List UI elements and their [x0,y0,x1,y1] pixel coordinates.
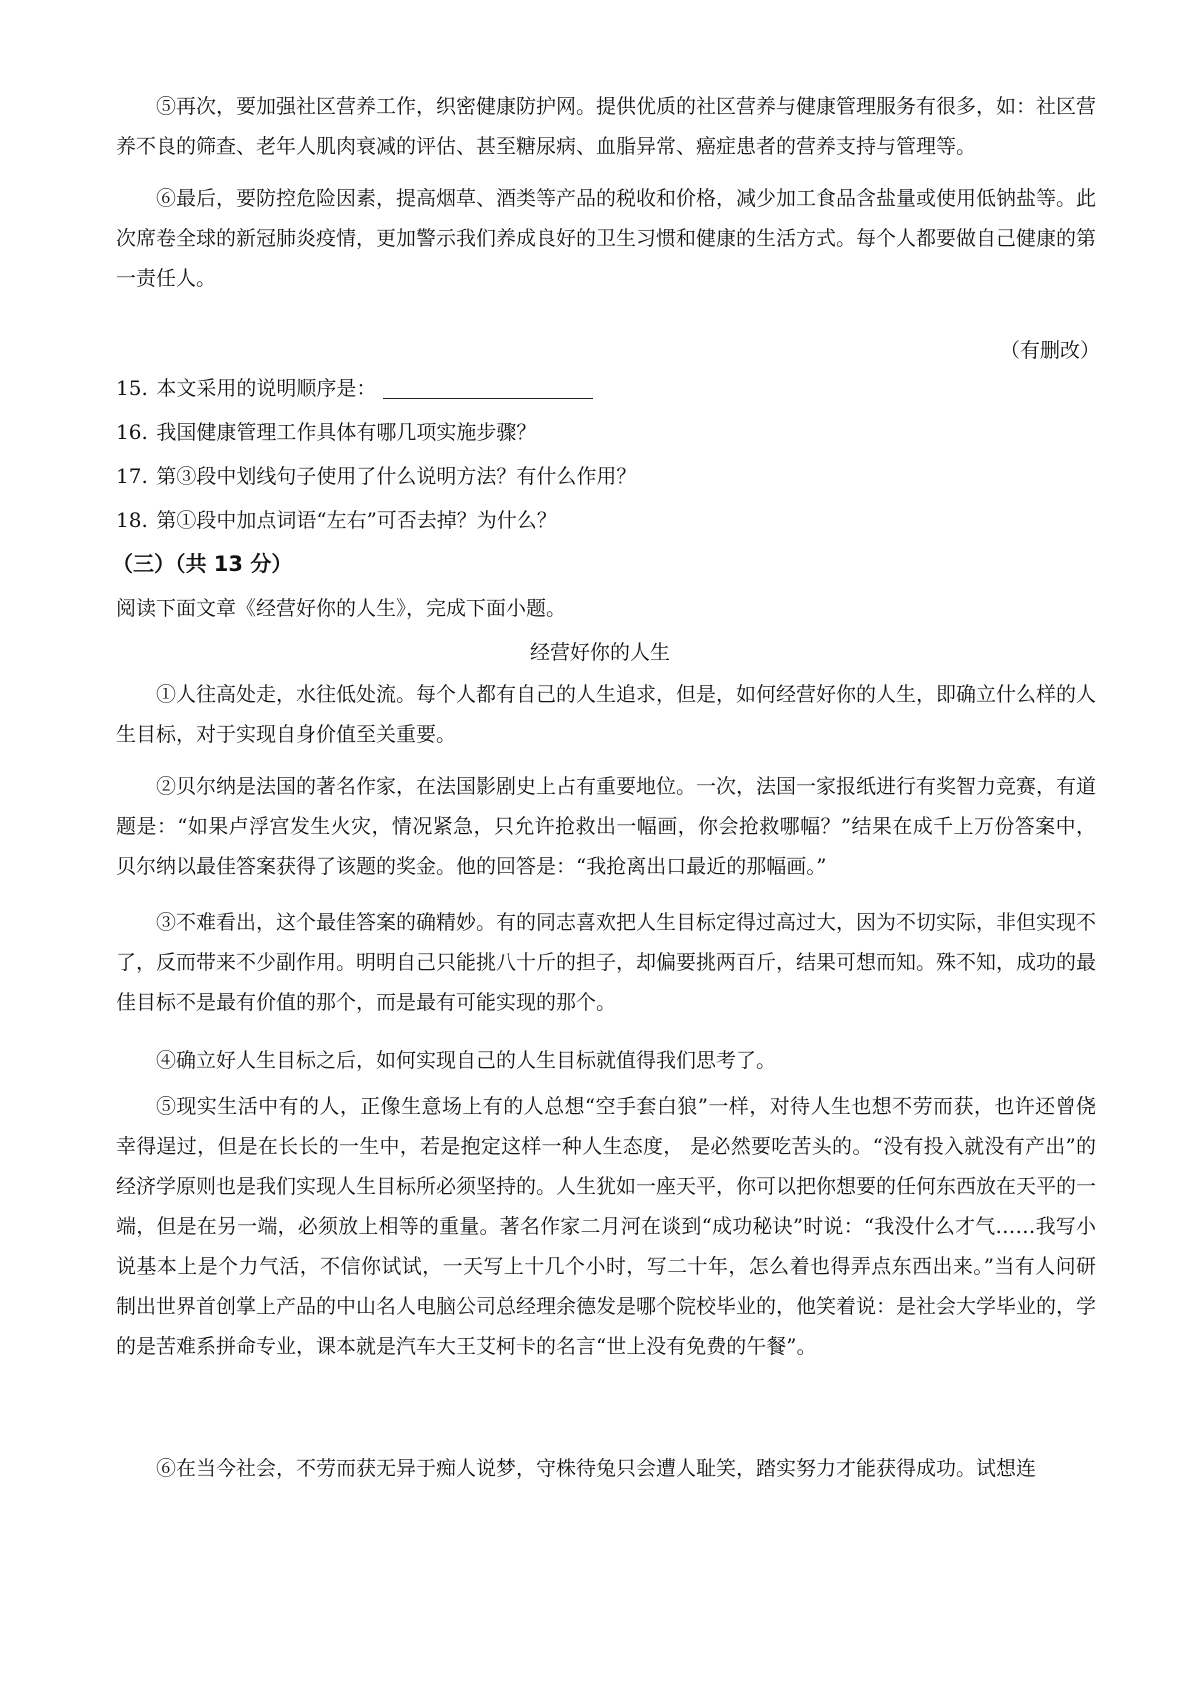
question-text: 我国健康管理工作具体有哪几项实施步骤？ [156,420,537,444]
paragraph-6-top: ⑥最后，要防控危险因素，提高烟草、酒类等产品的税收和价格，减少加工食品含盐量或使用低钠盐等。此次席卷全球的新冠肺炎疫情，更加警示我们养成良好的卫生习惯和健康的生活方式。每个人都要做自己健康的第一责任人。 [116,186,1096,290]
question-number: 16. [116,420,148,444]
paragraph-5-top: ⑤再次，要加强社区营养工作，织密健康防护网。提供优质的社区营养与健康管理服务有很多，如：社区营养不良的筛查、老年人肌肉衰减的评估、甚至糖尿病、血脂异常、癌症患者的营养支持与管理等。 [116,94,1096,158]
question-15 [116,370,593,406]
question-number: 17. [116,464,148,488]
section-heading: （三）（共 13 分） [112,552,293,576]
article-paragraph-5: ⑤现实生活中有的人，正像生意场上有的人总想“空手套白狼”一样，对待人生也想不劳而获，也许还曾侥幸得逞过，但是在长长的一生中，若是抱定这样一种人生态度， 是必然要吃苦头的。“没有投入就没有产出”的经济学原则也是我们实现人生目标所必须坚持的。人生犹如一座天平，你可以把你想要的任何东西放在天平的一端，但是在另一端，必须放上相等的重量。著名作家二月河在谈到“成功秘诀”时说：“我没什么才气……我写小说基本上是个力气活，不信你试试，一天写上十几个小时，写二十年，怎么着也得弄点东西出来。”当有人问研制出世界首创掌上产品的中山名人电脑公司总经理余德发是哪个院校毕业的，他笑着说：是社会大学毕业的，学的是苦难系拼命专业，课本就是汽车大王艾柯卡的名言“世上没有免费的午餐”。 [116,1094,1096,1358]
question-text: 第①段中加点词语“左右”可否去掉？为什么？ [156,508,557,532]
question-17 [116,458,636,494]
question-text: 第③段中划线句子使用了什么说明方法？有什么作用？ [156,464,637,488]
article-paragraph-2: ②贝尔纳是法国的著名作家，在法国影剧史上占有重要地位。一次，法国一家报纸进行有奖智力竞赛，有道题是：“如果卢浮宫发生火灾，情况紧急，只允许抢救出一幅画，你会抢救哪幅？”结果在成千上万份答案中，贝尔纳以最佳答案获得了该题的奖金。他的回答是：“我抢离出口最近的那幅画。” [116,774,1096,878]
question-number: 15. [116,376,148,400]
question-18 [116,502,557,538]
source-note: （有删改） [1000,338,1100,362]
article-paragraph-4: ④确立好人生目标之后，如何实现自己的人生目标就值得我们思考了。 [156,1048,776,1072]
question-text: 本文采用的说明顺序是： [156,376,377,400]
reading-instruction: 阅读下面文章《经营好你的人生》，完成下面小题。 [116,596,566,620]
article-paragraph-3: ③不难看出，这个最佳答案的确精妙。有的同志喜欢把人生目标定得过高过大，因为不切实际，非但实现不了，反而带来不少副作用。明明自己只能挑八十斤的担子，却偏要挑两百斤，结果可想而知。殊不知，成功的最佳目标不是最有价值的那个，而是最有可能实现的那个。 [116,910,1096,1014]
article-paragraph-1: ①人往高处走，水往低处流。每个人都有自己的人生追求，但是，如何经营好你的人生，即确立什么样的人生目标，对于实现自身价值至关重要。 [116,682,1096,746]
question-16 [116,414,536,450]
article-paragraph-6: ⑥在当今社会，不劳而获无异于痴人说梦，守株待兔只会遭人耻笑，踏实努力才能获得成功。试想连 [156,1456,1036,1480]
article-title: 经营好你的人生 [530,640,670,664]
answer-blank[interactable] [383,376,593,399]
question-number: 18. [116,508,148,532]
